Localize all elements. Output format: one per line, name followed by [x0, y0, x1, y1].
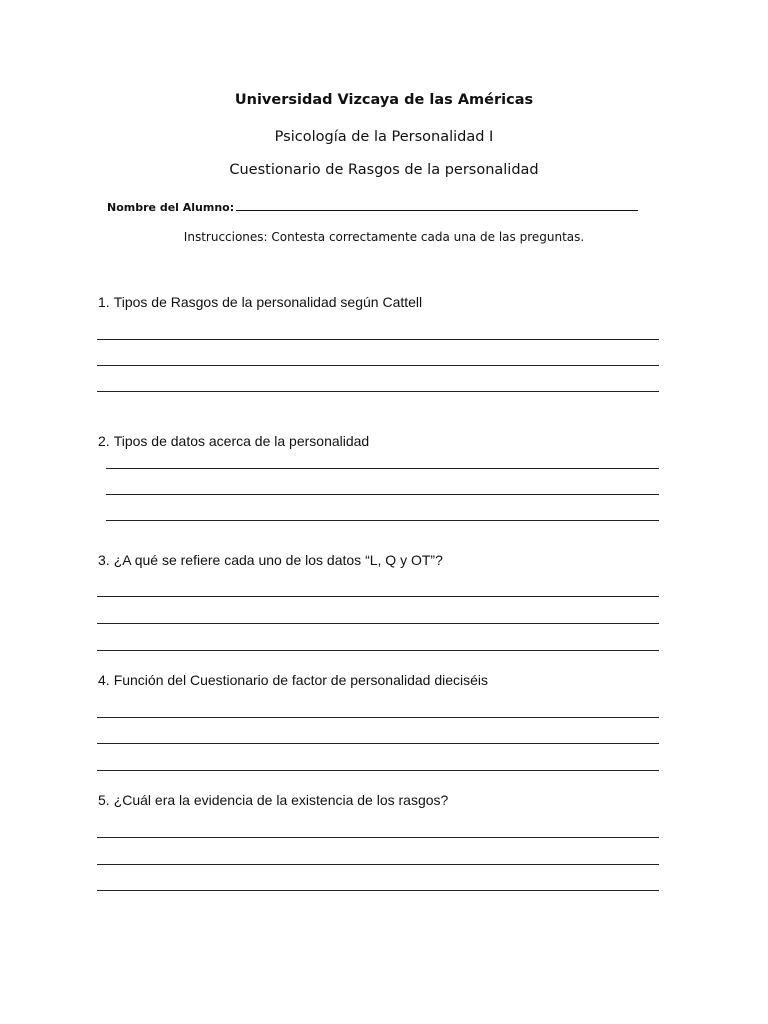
- answer-line[interactable]: [97, 864, 659, 865]
- answer-line[interactable]: [106, 520, 659, 521]
- document-title: Cuestionario de Rasgos de la personalidad: [229, 162, 539, 178]
- answer-line[interactable]: [97, 890, 659, 891]
- answer-line[interactable]: [97, 837, 659, 838]
- answer-line[interactable]: [97, 623, 659, 624]
- student-name-label: Nombre del Alumno:: [107, 201, 235, 214]
- question-text: Tipos de Rasgos de la personalidad según Cattell: [113, 294, 423, 310]
- student-name-row: [107, 198, 638, 214]
- question-number: 3.: [98, 552, 110, 568]
- answer-line[interactable]: [97, 339, 659, 340]
- answer-line[interactable]: [97, 596, 659, 597]
- question-number: 4.: [98, 672, 110, 688]
- answer-line[interactable]: [97, 391, 659, 392]
- answer-line[interactable]: [106, 468, 659, 469]
- answer-line[interactable]: [97, 770, 659, 771]
- question-2: [98, 433, 369, 449]
- question-text: ¿Cuál era la evidencia de la existencia de los rasgos?: [113, 792, 449, 808]
- course-name: Psicología de la Personalidad I: [274, 129, 494, 145]
- question-number: 5.: [98, 792, 110, 808]
- question-text: Función del Cuestionario de factor de personalidad dieciséis: [113, 672, 489, 688]
- instructions: Instrucciones: Contesta correctamente cada una de las preguntas.: [183, 230, 585, 244]
- question-1: [98, 294, 422, 310]
- university-name: Universidad Vizcaya de las Américas: [234, 92, 534, 108]
- question-5: [98, 792, 448, 808]
- answer-line[interactable]: [106, 494, 659, 495]
- answer-line[interactable]: [97, 650, 659, 651]
- question-4: [98, 672, 488, 688]
- answer-line[interactable]: [97, 365, 659, 366]
- question-3: [98, 552, 443, 568]
- question-number: 1.: [98, 294, 110, 310]
- answer-line[interactable]: [97, 743, 659, 744]
- question-text: Tipos de datos acerca de la personalidad: [113, 433, 370, 449]
- answer-line[interactable]: [97, 717, 659, 718]
- question-text: ¿A qué se refiere cada uno de los datos “L, Q y OT”?: [113, 552, 443, 568]
- student-name-blank[interactable]: [236, 198, 638, 211]
- question-number: 2.: [98, 433, 110, 449]
